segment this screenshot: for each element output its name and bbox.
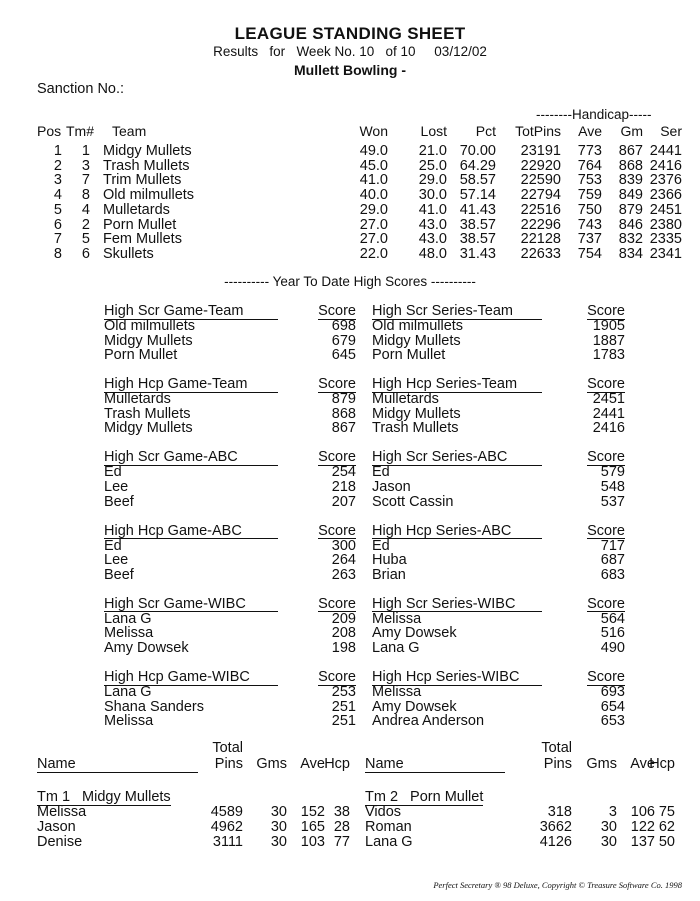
hs-name: Jason bbox=[372, 479, 411, 495]
player-pins: 4126 bbox=[539, 834, 572, 850]
roster-ave-header: Ave bbox=[630, 756, 655, 772]
standing-ave: 754 bbox=[577, 245, 602, 262]
player-average: 137 bbox=[630, 834, 655, 850]
standing-pct: 64.29 bbox=[459, 157, 496, 174]
standing-ave: 773 bbox=[577, 143, 602, 159]
standing-totpins: 22516 bbox=[520, 201, 561, 218]
hs-name: Melissa bbox=[372, 684, 422, 700]
standing-pct: 57.14 bbox=[459, 187, 496, 204]
standing-gm: 832 bbox=[618, 231, 643, 248]
roster-name-header: Name bbox=[37, 757, 198, 773]
hs-title: High Hcp Series-WIBC bbox=[372, 670, 542, 686]
score-header: Score bbox=[587, 522, 625, 539]
standing-pct: 31.43 bbox=[459, 245, 496, 262]
standing-tm: 8 bbox=[81, 187, 90, 204]
team-number: Tm 1 bbox=[37, 789, 71, 805]
standing-lost: 43.0 bbox=[418, 231, 447, 248]
hs-score: 1887 bbox=[592, 332, 625, 349]
standing-ave: 753 bbox=[577, 172, 602, 189]
standing-won: 40.0 bbox=[359, 187, 388, 204]
standing-ave: 759 bbox=[577, 187, 602, 204]
hs-title: High Hcp Game-Team bbox=[104, 377, 278, 393]
player-name: Jason bbox=[37, 819, 76, 835]
hs-name: Midgy Mullets bbox=[372, 405, 461, 422]
standing-pct: 58.57 bbox=[459, 172, 496, 189]
hs-title: High Scr Game-Team bbox=[104, 304, 278, 320]
hs-name: Amy Dowsek bbox=[104, 640, 189, 656]
hs-score: 653 bbox=[600, 713, 625, 730]
player-name: Melissa bbox=[37, 804, 87, 820]
standing-pos: 7 bbox=[53, 231, 62, 248]
hs-score: 654 bbox=[600, 698, 625, 715]
hs-name: Mulletards bbox=[104, 391, 171, 408]
hs-title: High Hcp Series-ABC bbox=[372, 524, 542, 540]
standing-ser: 2335 bbox=[649, 231, 682, 248]
standing-ave: 764 bbox=[577, 157, 602, 174]
standing-lost: 30.0 bbox=[418, 187, 447, 204]
standing-pos: 3 bbox=[53, 172, 62, 189]
standing-team: Fem Mullets bbox=[103, 231, 182, 248]
hs-score: 579 bbox=[600, 464, 625, 481]
ytd-title: ---------- Year To Date High Scores ---------- bbox=[224, 274, 476, 289]
hs-score: 1905 bbox=[592, 318, 625, 334]
hs-score: 218 bbox=[331, 479, 356, 495]
roster-pins-header: Pins bbox=[543, 756, 572, 772]
score-header: Score bbox=[318, 595, 356, 612]
standing-won: 29.0 bbox=[359, 201, 388, 218]
standing-pos: 5 bbox=[53, 201, 62, 218]
hs-score: 1783 bbox=[592, 347, 625, 364]
hs-score: 687 bbox=[600, 552, 625, 569]
standing-team: Midgy Mullets bbox=[103, 143, 192, 159]
player-pins: 3111 bbox=[212, 834, 243, 850]
score-header: Score bbox=[587, 303, 625, 319]
player-pins: 4589 bbox=[210, 804, 243, 820]
standing-team: Old milmullets bbox=[103, 187, 195, 204]
hs-score: 679 bbox=[331, 332, 356, 349]
player-games: 3 bbox=[608, 804, 617, 820]
col-header-gm: Gm bbox=[620, 123, 643, 139]
standing-tm: 3 bbox=[81, 157, 90, 174]
score-header: Score bbox=[318, 669, 356, 685]
hs-title: High Scr Game-WIBC bbox=[104, 597, 278, 613]
standing-gm: 839 bbox=[618, 172, 643, 189]
standing-totpins: 22794 bbox=[520, 187, 561, 204]
standing-ser: 2441 bbox=[649, 143, 682, 159]
score-header: Score bbox=[587, 669, 625, 685]
standing-won: 27.0 bbox=[359, 231, 388, 248]
standing-team: Porn Mullet bbox=[103, 216, 177, 233]
hs-name: Lee bbox=[104, 552, 129, 569]
standing-totpins: 22920 bbox=[520, 157, 561, 174]
hs-name: Trash Mullets bbox=[372, 420, 459, 437]
hs-score: 253 bbox=[331, 684, 356, 700]
hs-title: High Scr Game-ABC bbox=[104, 450, 278, 466]
player-average: 152 bbox=[300, 804, 325, 820]
sheet-title: LEAGUE STANDING SHEET bbox=[234, 24, 466, 43]
standing-tm: 2 bbox=[81, 216, 90, 233]
player-name: Denise bbox=[37, 834, 83, 850]
standing-gm: 834 bbox=[618, 245, 643, 262]
standing-totpins: 22633 bbox=[520, 245, 561, 262]
col-header-pct: Pct bbox=[475, 123, 496, 139]
of-label: of 10 bbox=[385, 44, 416, 59]
hs-name: Beef bbox=[104, 566, 134, 583]
player-games: 30 bbox=[270, 819, 287, 835]
standing-pos: 2 bbox=[53, 157, 62, 174]
hs-score: 263 bbox=[331, 566, 356, 583]
league-name: Mullett Bowling - bbox=[294, 62, 406, 78]
standing-ser: 2451 bbox=[649, 201, 682, 218]
standing-lost: 41.0 bbox=[418, 201, 447, 218]
standing-won: 41.0 bbox=[359, 172, 388, 189]
standing-totpins: 22590 bbox=[520, 172, 561, 189]
standing-ser: 2380 bbox=[649, 216, 682, 233]
hs-score: 251 bbox=[331, 698, 356, 715]
hs-score: 516 bbox=[600, 625, 625, 642]
roster-gms-header: Gms bbox=[586, 756, 617, 772]
standing-gm: 879 bbox=[618, 201, 643, 218]
standing-ser: 2341 bbox=[649, 245, 682, 262]
sheet-date: 03/12/02 bbox=[434, 44, 487, 59]
hs-score: 251 bbox=[331, 713, 356, 730]
hs-score: 207 bbox=[331, 493, 356, 510]
hs-name: Melissa bbox=[104, 625, 154, 642]
standing-ave: 743 bbox=[577, 216, 602, 233]
standing-ave: 737 bbox=[577, 231, 602, 248]
player-pins: 318 bbox=[547, 804, 572, 820]
score-header: Score bbox=[318, 376, 356, 393]
hs-name: Ed bbox=[104, 537, 122, 554]
hs-name: Lee bbox=[104, 479, 129, 495]
hs-name: Midgy Mullets bbox=[372, 332, 461, 349]
hs-name: Amy Dowsek bbox=[372, 625, 457, 642]
hs-name: Midgy Mullets bbox=[104, 332, 193, 349]
hs-name: Brian bbox=[372, 566, 406, 583]
standing-lost: 29.0 bbox=[418, 172, 447, 189]
score-header: Score bbox=[587, 595, 625, 612]
hs-score: 264 bbox=[331, 552, 356, 569]
standing-tm: 7 bbox=[81, 172, 90, 189]
results-for: for bbox=[269, 44, 286, 59]
standing-totpins: 22128 bbox=[520, 231, 561, 248]
player-average: 122 bbox=[630, 819, 655, 835]
standing-pos: 1 bbox=[53, 143, 62, 159]
score-header: Score bbox=[587, 376, 625, 393]
standing-ave: 750 bbox=[577, 201, 602, 218]
player-handicap: 75 bbox=[658, 804, 675, 820]
hs-score: 868 bbox=[331, 405, 356, 422]
hs-name: Ed bbox=[104, 464, 122, 481]
standing-lost: 21.0 bbox=[418, 143, 447, 159]
col-header-won: Won bbox=[359, 123, 388, 139]
handicap-label: --------Handicap----- bbox=[536, 107, 652, 122]
player-average: 106 bbox=[630, 804, 655, 820]
hs-name: Andrea Anderson bbox=[372, 713, 485, 730]
standing-ser: 2416 bbox=[649, 157, 682, 174]
hs-score: 209 bbox=[331, 610, 356, 627]
hs-name: Midgy Mullets bbox=[104, 420, 193, 437]
player-name: Roman bbox=[365, 819, 412, 835]
player-handicap: 62 bbox=[658, 819, 675, 835]
score-header: Score bbox=[318, 522, 356, 539]
software-footer: Perfect Secretary ® 98 Deluxe, Copyright © Treasure Software Co. 1998 bbox=[433, 880, 682, 890]
player-pins: 3662 bbox=[539, 819, 572, 835]
hs-score: 867 bbox=[331, 420, 356, 437]
hs-name: Beef bbox=[104, 493, 134, 510]
player-pins: 4962 bbox=[210, 819, 243, 835]
hs-name: Amy Dowsek bbox=[372, 698, 457, 715]
hs-name: Old milmullets bbox=[372, 318, 464, 334]
player-average: 103 bbox=[300, 834, 325, 850]
standing-won: 49.0 bbox=[359, 143, 388, 159]
hs-name: Lana G bbox=[372, 640, 420, 656]
roster-pins-header: Pins bbox=[214, 756, 243, 772]
standing-pct: 38.57 bbox=[459, 231, 496, 248]
hs-score: 693 bbox=[600, 684, 625, 700]
player-average: 165 bbox=[300, 819, 325, 835]
standing-won: 27.0 bbox=[359, 216, 388, 233]
col-header-totpins: TotPins bbox=[515, 123, 561, 139]
hs-name: Lana G bbox=[104, 684, 152, 700]
hs-name: Old milmullets bbox=[104, 318, 196, 334]
hs-name: Huba bbox=[372, 552, 407, 569]
standing-gm: 849 bbox=[618, 187, 643, 204]
team-number: Tm 2 bbox=[365, 789, 399, 805]
player-games: 30 bbox=[600, 819, 617, 835]
player-handicap: 77 bbox=[333, 834, 350, 850]
player-games: 30 bbox=[270, 834, 287, 850]
standing-won: 22.0 bbox=[359, 245, 388, 262]
player-games: 30 bbox=[600, 834, 617, 850]
roster-total-header: Total bbox=[212, 740, 243, 756]
hs-score: 2441 bbox=[592, 405, 625, 422]
score-header: Score bbox=[318, 303, 356, 319]
standing-tm: 1 bbox=[81, 143, 90, 159]
hs-name: Scott Cassin bbox=[372, 493, 454, 510]
standing-team: Trim Mullets bbox=[103, 172, 182, 189]
hs-name: Trash Mullets bbox=[104, 405, 191, 422]
hs-score: 198 bbox=[331, 640, 356, 656]
hs-title: High Scr Series-Team bbox=[372, 304, 542, 320]
score-header: Score bbox=[318, 449, 356, 466]
team-name: Midgy Mullets bbox=[82, 789, 171, 805]
hs-title: High Scr Series-ABC bbox=[372, 450, 542, 466]
hs-score: 879 bbox=[331, 391, 356, 408]
hs-title: High Hcp Game-WIBC bbox=[104, 670, 278, 686]
hs-name: Ed bbox=[372, 537, 390, 554]
hs-name: Porn Mullet bbox=[104, 347, 178, 364]
hs-name: Ed bbox=[372, 464, 390, 481]
player-games: 30 bbox=[270, 804, 287, 820]
hs-score: 564 bbox=[600, 610, 625, 627]
player-handicap: 38 bbox=[333, 804, 350, 820]
hs-score: 2416 bbox=[592, 420, 625, 437]
standing-totpins: 22296 bbox=[520, 216, 561, 233]
hs-score: 548 bbox=[600, 479, 625, 495]
hs-score: 2451 bbox=[592, 391, 625, 408]
roster-total-header: Total bbox=[541, 740, 572, 756]
standing-ser: 2366 bbox=[649, 187, 682, 204]
score-header: Score bbox=[587, 449, 625, 466]
standing-gm: 846 bbox=[618, 216, 643, 233]
col-header-ser: Ser bbox=[660, 123, 682, 139]
sanction-label: Sanction No.: bbox=[37, 81, 125, 97]
standing-pos: 8 bbox=[53, 245, 62, 262]
player-handicap: 28 bbox=[333, 819, 350, 835]
player-name: Lana G bbox=[365, 834, 413, 850]
hs-score: 254 bbox=[331, 464, 356, 481]
standing-team: Trash Mullets bbox=[103, 157, 190, 174]
roster-ave-header: Ave bbox=[300, 756, 325, 772]
hs-title: High Hcp Game-ABC bbox=[104, 524, 278, 540]
standing-won: 45.0 bbox=[359, 157, 388, 174]
standing-tm: 6 bbox=[81, 245, 90, 262]
roster-hcp-header: Hcp bbox=[649, 756, 675, 772]
hs-name: Shana Sanders bbox=[104, 698, 204, 715]
roster-name-header: Name bbox=[365, 757, 505, 773]
col-header-tm: Tm# bbox=[66, 123, 94, 139]
standing-lost: 43.0 bbox=[418, 216, 447, 233]
standing-ser: 2376 bbox=[649, 172, 682, 189]
col-header-pos: Pos bbox=[37, 123, 62, 139]
standing-gm: 867 bbox=[618, 143, 643, 159]
col-header-lost: Lost bbox=[420, 123, 447, 139]
hs-title: High Scr Series-WIBC bbox=[372, 597, 542, 613]
standing-lost: 25.0 bbox=[418, 157, 447, 174]
hs-name: Porn Mullet bbox=[372, 347, 446, 364]
hs-title: High Hcp Series-Team bbox=[372, 377, 542, 393]
standing-tm: 4 bbox=[81, 201, 90, 218]
standing-pct: 41.43 bbox=[459, 201, 496, 218]
week-label: Week No. 10 bbox=[296, 44, 375, 59]
player-handicap: 50 bbox=[658, 834, 675, 850]
standing-lost: 48.0 bbox=[418, 245, 447, 262]
standing-pct: 70.00 bbox=[459, 143, 496, 159]
team-name: Porn Mullet bbox=[410, 789, 484, 805]
col-header-ave: Ave bbox=[578, 123, 602, 139]
standing-pos: 4 bbox=[53, 187, 62, 204]
roster-hcp-header: Hcp bbox=[324, 756, 350, 772]
hs-score: 683 bbox=[600, 566, 625, 583]
player-name: Vidos bbox=[365, 804, 402, 820]
hs-name: Melissa bbox=[372, 610, 422, 627]
hs-score: 490 bbox=[600, 640, 625, 656]
standing-pos: 6 bbox=[53, 216, 62, 233]
hs-score: 717 bbox=[600, 537, 625, 554]
hs-score: 645 bbox=[331, 347, 356, 364]
standing-totpins: 23191 bbox=[520, 143, 561, 159]
results-prefix: Results bbox=[213, 44, 259, 59]
roster-gms-header: Gms bbox=[256, 756, 287, 772]
standing-gm: 868 bbox=[618, 157, 643, 174]
hs-score: 698 bbox=[331, 318, 356, 334]
results-line bbox=[0, 44, 700, 59]
hs-name: Melissa bbox=[104, 713, 154, 730]
hs-score: 300 bbox=[331, 537, 356, 554]
standing-team: Skullets bbox=[103, 245, 154, 262]
col-header-team: Team bbox=[112, 123, 147, 139]
hs-name: Lana G bbox=[104, 610, 152, 627]
standing-team: Mulletards bbox=[103, 201, 170, 218]
hs-name: Mulletards bbox=[372, 391, 439, 408]
hs-score: 208 bbox=[331, 625, 356, 642]
standing-tm: 5 bbox=[81, 231, 90, 248]
standing-pct: 38.57 bbox=[459, 216, 496, 233]
hs-score: 537 bbox=[600, 493, 625, 510]
